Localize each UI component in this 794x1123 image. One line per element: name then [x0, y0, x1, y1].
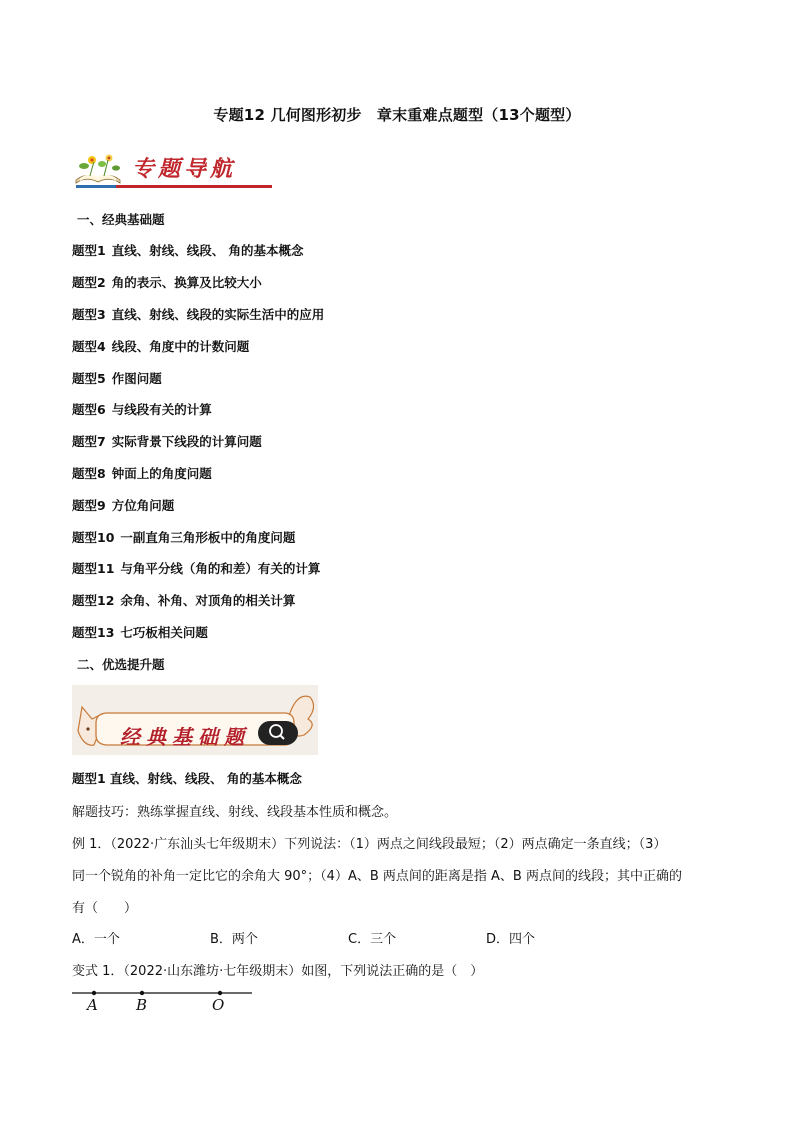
- toc-section-1: 一、经典基础题: [77, 212, 165, 227]
- toc-item-label: 题型3: [72, 307, 106, 322]
- toc-item-text: 线段、角度中的计数问题: [111, 339, 250, 354]
- example-1-line-3: 有（ ）: [72, 901, 138, 916]
- toc-item-label: 题型1: [72, 243, 106, 258]
- toc-item-label: 题型10: [72, 530, 115, 545]
- toc-item-label: 题型7: [72, 434, 106, 449]
- toc-item-label: 题型2: [72, 275, 106, 290]
- toc-item-text: 与角平分线（角的和差）有关的计算: [120, 561, 321, 576]
- toc-item: [72, 496, 174, 514]
- toc-item-text: 七巧板相关问题: [120, 625, 208, 640]
- option-b: B．两个: [210, 932, 258, 947]
- toc-item-label: 题型4: [72, 339, 106, 354]
- toc-item: [72, 623, 208, 641]
- line-figure: [72, 985, 252, 1015]
- toc-item: [72, 432, 262, 450]
- toc-item: [72, 273, 262, 291]
- toc-item-label: 题型5: [72, 371, 106, 386]
- toc-item-label: 题型13: [72, 625, 115, 640]
- option-c: C．三个: [348, 932, 397, 947]
- toc-item-text: 与线段有关的计算: [111, 402, 212, 417]
- toc-item-text: 角的表示、换算及比较大小: [111, 275, 262, 290]
- point-a: [92, 991, 96, 995]
- toc-item: [72, 528, 295, 546]
- solution-tip: 解题技巧：熟练掌握直线、射线、线段基本性质和概念。: [72, 805, 398, 820]
- toc-item-label: 题型6: [72, 402, 106, 417]
- point-o-label: O: [212, 996, 225, 1014]
- topic-nav-banner: [72, 150, 274, 190]
- example-1-line-1: 例 1．（2022·广东汕头七年级期末）下列说法：（1）两点之间线段最短；（2）两点确定一条直线；（3）: [72, 837, 667, 852]
- toc-item-text: 实际背景下线段的计算问题: [111, 434, 262, 449]
- point-b-label: B: [136, 996, 148, 1014]
- topic-nav-title: 专题导航: [132, 156, 237, 182]
- point-o: [218, 991, 222, 995]
- option-a: A．一个: [72, 932, 120, 947]
- classic-basics-title: 经典基础题: [120, 725, 250, 749]
- point-a-label: A: [87, 996, 98, 1014]
- toc-item: [72, 591, 295, 609]
- toc-item: [72, 305, 324, 323]
- toc-item: [72, 369, 162, 387]
- toc-item: [72, 400, 212, 418]
- option-d: D．四个: [486, 932, 536, 947]
- point-b: [140, 991, 144, 995]
- toc-item-text: 钟面上的角度问题: [111, 466, 212, 481]
- toc-item-label: 题型11: [72, 561, 115, 576]
- toc-item-text: 直线、射线、线段的实际生活中的应用: [111, 307, 325, 322]
- toc-section-2: 二、优选提升题: [77, 657, 165, 672]
- toc-item: [72, 464, 212, 482]
- example-1-line-2: 同一个锐角的补角一定比它的余角大 90°；（4）A、B 两点间的距离是指 A、B 两点间的线段；其中正确的: [72, 869, 682, 884]
- toc-item-text: 余角、补角、对顶角的相关计算: [120, 593, 296, 608]
- toc-item: [72, 337, 249, 355]
- toc-item-text: 方位角问题: [111, 498, 175, 513]
- toc-item-text: 直线、射线、线段、 角的基本概念: [111, 243, 304, 258]
- toc-item-label: 题型9: [72, 498, 106, 513]
- variant-1: 变式 1．（2022·山东潍坊·七年级期末）如图，下列说法正确的是（ ）: [72, 964, 484, 979]
- toc-item: [72, 559, 320, 577]
- toc-item-label: 题型8: [72, 466, 106, 481]
- section-heading: 题型1 直线、射线、线段、 角的基本概念: [72, 771, 302, 786]
- toc-item: [72, 241, 304, 259]
- toc-item-text: 一副直角三角形板中的角度问题: [120, 530, 296, 545]
- toc-item-label: 题型12: [72, 593, 115, 608]
- page-title: 专题12 几何图形初步 章末重难点题型（13个题型）: [213, 106, 581, 124]
- toc-item-text: 作图问题: [111, 371, 162, 386]
- classic-basics-banner: [72, 685, 318, 755]
